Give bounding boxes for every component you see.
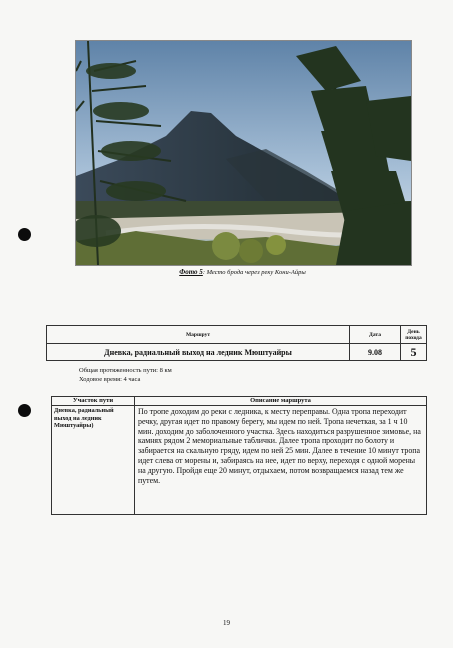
- day-value: 5: [401, 344, 427, 361]
- description-table-header: [52, 397, 427, 406]
- photo-river-ford: [75, 40, 412, 266]
- total-distance: Общая протяженность пути: 8 км: [79, 367, 172, 374]
- description-value: По тропе доходим до реки с ледника, к месту переправы. Одна тропа переходит речку, другая идет по правому берегу, мы идем по ней. Тропа нечеткая, за 1 ч 10 мин. доходим до заболоченного участка. Здесь находиться разрушенное зимовье, на камнях рядом 2 мемориальные таблички. Далее тропа проходит по болоту и забирается на скальную гряду, идем по ней 25 мин. Далее в течение 10 минут тропа идет слева от морены и, забираясь на нее, идет по верху, переходя с одной морены на другую. Пройдя еще 20 минут, отдыхаем, потом возвращаемся назад тем же путем.: [135, 406, 427, 515]
- walking-time: Ходовое время: 4 часа: [79, 375, 141, 383]
- page-number: 19: [223, 619, 230, 627]
- caption-separator: :: [202, 269, 207, 276]
- binder-hole-top: [18, 228, 31, 241]
- route-info: [79, 367, 172, 384]
- route-header: Маршрут: [47, 326, 350, 344]
- description-header: Описание маршрута: [135, 397, 427, 406]
- photo-caption: [75, 268, 410, 276]
- segment-value: Дневка, радиальный выход на ледник Мюштуайры): [52, 406, 135, 515]
- date-value: 9.08: [350, 344, 401, 361]
- route-value: Дневка, радиальный выход на ледник Мюштуайры: [47, 344, 350, 361]
- description-table-row: [52, 406, 427, 515]
- segment-header: Участок пути: [52, 397, 135, 406]
- binder-hole-bottom: [18, 404, 31, 417]
- route-table-header: [47, 326, 427, 344]
- route-table: [46, 325, 427, 361]
- photo-number: Фото 5: [179, 268, 203, 276]
- photo-caption-text: Место брода через реку Кони-Айры: [206, 269, 306, 276]
- date-header: Дата: [350, 326, 401, 344]
- route-table-row: [47, 344, 427, 361]
- description-table: [51, 396, 427, 515]
- day-header: День похода: [401, 326, 427, 344]
